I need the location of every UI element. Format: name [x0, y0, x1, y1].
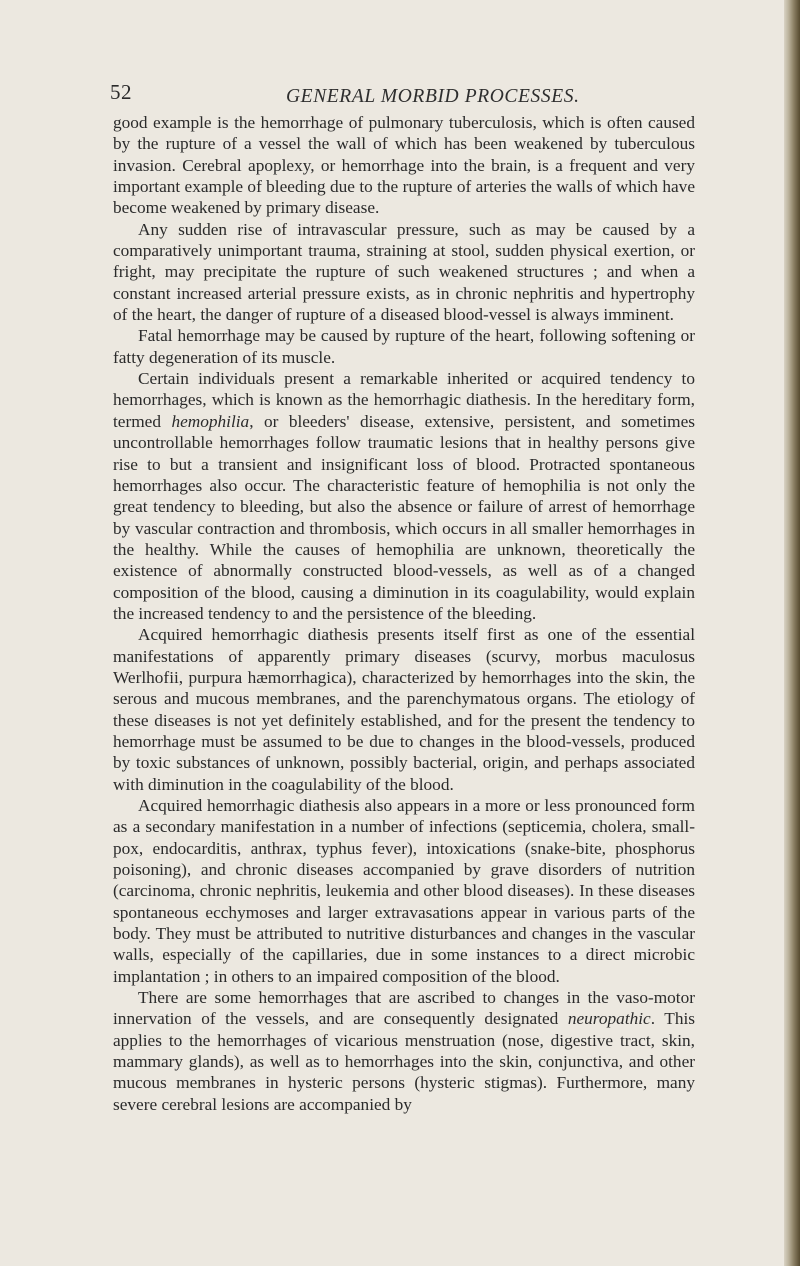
paragraph [113, 325, 695, 368]
text-run: , or bleeders' disease, extensive, persistent, and sometimes uncontrollable hemorrhages follow traumatic lesions that in healthy persons give rise to but a transient and insignificant loss of blood. Protracted spontaneous hemorrhages also occur. The characteristic feature of hemophilia is not only the great tendency to bleeding, but also the absence or failure of arrest of hemorrhage by vascular contraction and thrombosis, which occurs in all smaller hemorrhages in the healthy. While the causes of hemophilia are unknown, theoretically the existence of abnormally constructed blood-vessels, as well as of a changed composition of the blood, causing a diminution in its coagulability, would explain the increased tendency to and the persistence of the bleeding. [113, 411, 695, 623]
text-run: . This applies to the hemorrhages of vicarious menstruation (nose, digestive tract, skin, mammary glands), as well as to hemorrhages into the skin, conjunctiva, and other mucous membranes in hysteric persons (hysteric stigmas). Furthermore, many severe cerebral lesions are accompanied by [113, 1009, 695, 1114]
paragraph [113, 368, 695, 624]
page-number: 52 [110, 80, 132, 104]
page-edge-shadow [784, 0, 800, 1266]
paragraph [113, 624, 695, 795]
text-run: Acquired hemorrhagic diathesis presents itself first as one of the essential manifestations of apparently primary diseases (scurvy, morbus maculosus Werlhofii, purpura hæmorrhagica), characterized by hemorrhages into the skin, the serous and mucous membranes, and the parenchymatous organs. The etiology of these diseases is not yet definitely established, and for the present the tendency to hemorrhage must be assumed to be due to changes in the blood-vessels, produced by toxic substances of unknown, possibly bacterial, origin, and perhaps associated with diminution in the coagulability of the blood. [113, 625, 695, 794]
text-run: There are some hemorrhages that are ascribed to changes in the vaso-motor innervation of the vessels, and are consequently designated [113, 988, 695, 1029]
paragraph [113, 987, 695, 1115]
paragraph [113, 219, 695, 326]
text-run: Certain individuals present a remarkable inherited or acquired tendency to hemorrhages, which is known as the hemorrhagic diathesis. In the hereditary form, termed [113, 369, 695, 431]
italic-term: neuropathic [567, 1009, 651, 1029]
text-run: good example is the hemorrhage of pulmonary tuberculosis, which is often caused by the rupture of a vessel the wall of which has been weakened by tuberculous invasion. Cerebral apoplexy, or hemorrhage into the brain, is a frequent and very important example of bleeding due to the rupture of arteries the walls of which have become weakened by primary disease. [113, 113, 695, 218]
text-run: Acquired hemorrhagic diathesis also appears in a more or less pronounced form as a secondary manifestation in a number of infections (septicemia, cholera, small-pox, endocarditis, anthrax, typhus fever), intoxications (snake-bite, phosphorus poisoning), and chronic diseases accompanied by grave disorders of nutrition (carcinoma, chronic nephritis, leukemia and other blood diseases). In these diseases spontaneous ecchymoses and larger extravasations appear in various parts of the body. They must be attributed to nutritive disturbances and changes in the vascular walls, especially of the capillaries, due in some instances to a direct microbic implantation ; in others to an impaired composition of the blood. [113, 796, 695, 986]
paragraph [113, 795, 695, 987]
italic-term: hemophilia [171, 411, 250, 431]
body-text [113, 112, 695, 1115]
paragraph [113, 112, 695, 219]
running-head: GENERAL MORBID PROCESSES. [286, 86, 580, 107]
text-run: Fatal hemorrhage may be caused by rupture of the heart, following softening or fatty degeneration of its muscle. [113, 326, 695, 367]
text-run: Any sudden rise of intravascular pressure, such as may be caused by a comparatively unimportant trauma, straining at stool, sudden physical exertion, or fright, may precipitate the rupture of such weakened structures ; and when a constant increased arterial pressure exists, as in chronic nephritis and hypertrophy of the heart, the danger of rupture of a diseased blood-vessel is always imminent. [113, 219, 695, 325]
